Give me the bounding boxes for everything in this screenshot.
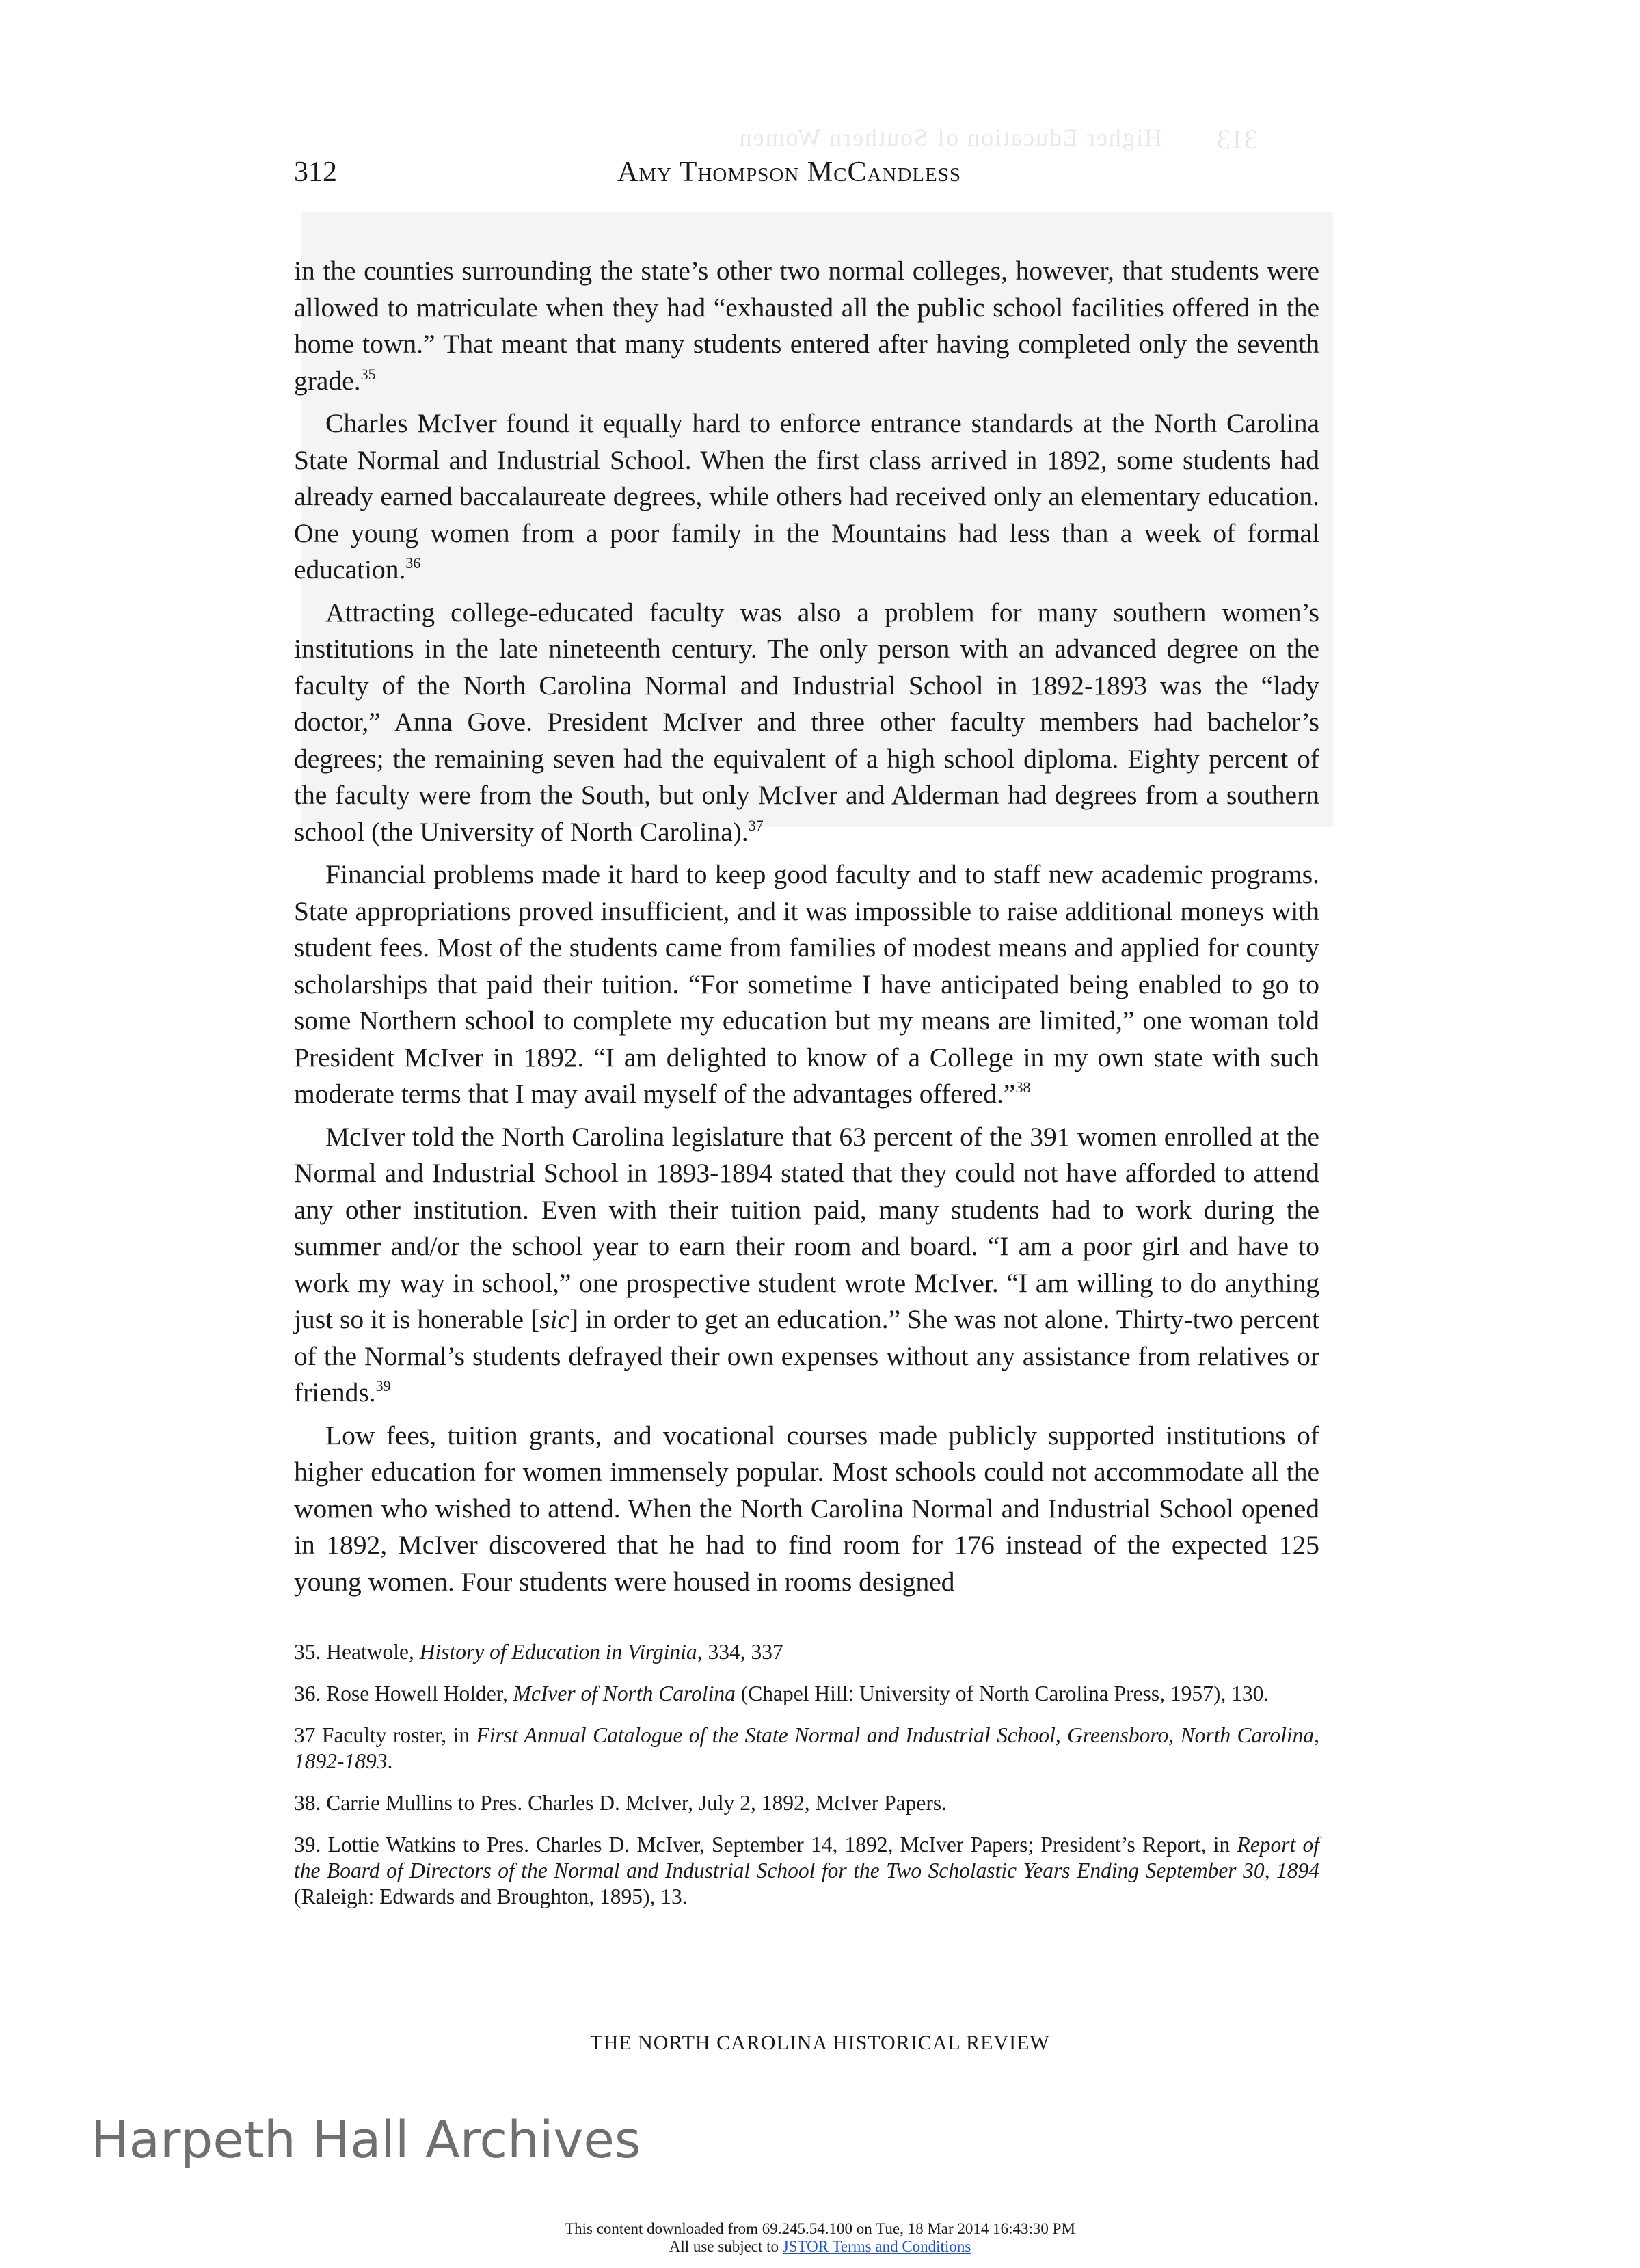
bleed-through-page-number: 313 [1217, 124, 1258, 154]
terms-notice: All use subject to JSTOR Terms and Conditions [669, 2238, 971, 2255]
download-notice: This content downloaded from 69.245.54.100 on Tue, 18 Mar 2014 16:43:30 PM [565, 2220, 1075, 2237]
footnote-36: 36. Rose Howell Holder, McIver of North Carolina (Chapel Hill: University of North Carolina Press, 1957), 130. [294, 1682, 1269, 1705]
footnote-ref: 35 [360, 365, 376, 383]
journal-title: THE NORTH CAROLINA HISTORICAL REVIEW [590, 2031, 1050, 2054]
footnotes [294, 1639, 1319, 1926]
footnote-ref: 36 [405, 554, 421, 571]
footnote-39: 39. Lottie Watkins to Pres. Charles D. McIver, September 14, 1892, McIver Papers; President’s Report, in Report of the Board of Directors of the Normal and Industrial School for the Two Scholastic Years Ending September 30, 1894 (Raleigh: Edwards and Broughton, 1895), 13. [294, 1833, 1319, 1908]
footnote-38: 38. Carrie Mullins to Pres. Charles D. McIver, July 2, 1892, McIver Papers. [294, 1791, 947, 1815]
paragraph: Financial problems made it hard to keep good faculty and to staff new academic programs. State appropriations proved insufficient, and it was impossible to raise additional moneys with student fees. Most of the students came from families of modest means and applied for county scholarships that paid their tuition. “For sometime I have anticipated being enabled to go to some Northern school to complete my education but my means are limited,” one woman told President McIver in 1892. “I am delighted to know of a College in my own state with such moderate terms that I may avail myself of the advantages offered.”$^{38}$ [294, 859, 1319, 1109]
paragraph: Low fees, tuition grants, and vocational courses made publicly supported institutions of higher education for women immensely popular. Most schools could not accommodate all the women who wished to attend. When the North Carolina Normal and Industrial School opened in 1892, McIver discovered that he had to find room for 176 instead of the expected 125 young women. Four students were housed in rooms designed [294, 1420, 1319, 1597]
archive-watermark: Harpeth Hall Archives [91, 2111, 641, 2170]
paragraph: McIver told the North Carolina legislature that 63 percent of the 391 women enrolled at the Normal and Industrial School in 1893-1894 stated that they could not have afforded to attend any other institution. Even with their tuition paid, many students had to work during the summer and/or the school year to earn their room and board. “I am a poor girl and have to work my way in school,” one prospective student wrote McIver. “I am willing to do anything just so it is honerable [sic] in order to get an education.” She was not alone. Thirty-two percent of the Normal’s students defrayed their own expenses without any assistance from relatives or friends.$^{39}$ [294, 1121, 1319, 1407]
bleed-through-running-head: Higher Education of Southern Women [738, 124, 1162, 151]
footnote-ref: 39 [375, 1377, 391, 1394]
footnote-37: 37 Faculty roster, in First Annual Catalogue of the State Normal and Industrial School, Greensboro, North Carolina, 1892-1893. [294, 1723, 1320, 1773]
paragraph: Attracting college-educated faculty was also a problem for many southern women’s institutions in the late nineteenth century. The only person with an advanced degree on the faculty of the North Carolina Normal and Industrial School in 1892-1893 was the “lady doctor,” Anna Gove. President McIver and three other faculty members had bachelor’s degrees; the remaining seven had the equivalent of a high school diploma. Eighty percent of the faculty were from the South, but only McIver and Alderman had degrees from a southern school (the University of North Carolina).$^{37}$ [294, 597, 1319, 847]
footnote-ref: 37 [748, 816, 764, 834]
footnote-ref: 38 [1015, 1079, 1031, 1096]
page-number: 312 [294, 157, 337, 188]
paragraph: Charles McIver found it equally hard to enforce entrance standards at the North Carolina State Normal and Industrial School. When the first class arrived in 1892, some students had already earned baccalaureate degrees, while others had received only an elementary education. One young women from a poor family in the Mountains had less than a week of formal education.$^{36}$ [294, 408, 1319, 584]
running-head: Amy Thompson McCandless [617, 157, 961, 188]
jstor-terms-link[interactable]: JSTOR Terms and Conditions [782, 2238, 971, 2255]
article-body [294, 253, 1319, 1606]
footnote-35: 35. Heatwole, History of Education in Virginia, 334, 337 [294, 1640, 783, 1664]
paragraph: in the counties surrounding the state’s other two normal colleges, however, that students were allowed to matriculate when they had “exhausted all the public school facilities offered in the home town.” That meant that many students entered after having completed only the seventh grade.$^{35}$ [294, 256, 1319, 396]
